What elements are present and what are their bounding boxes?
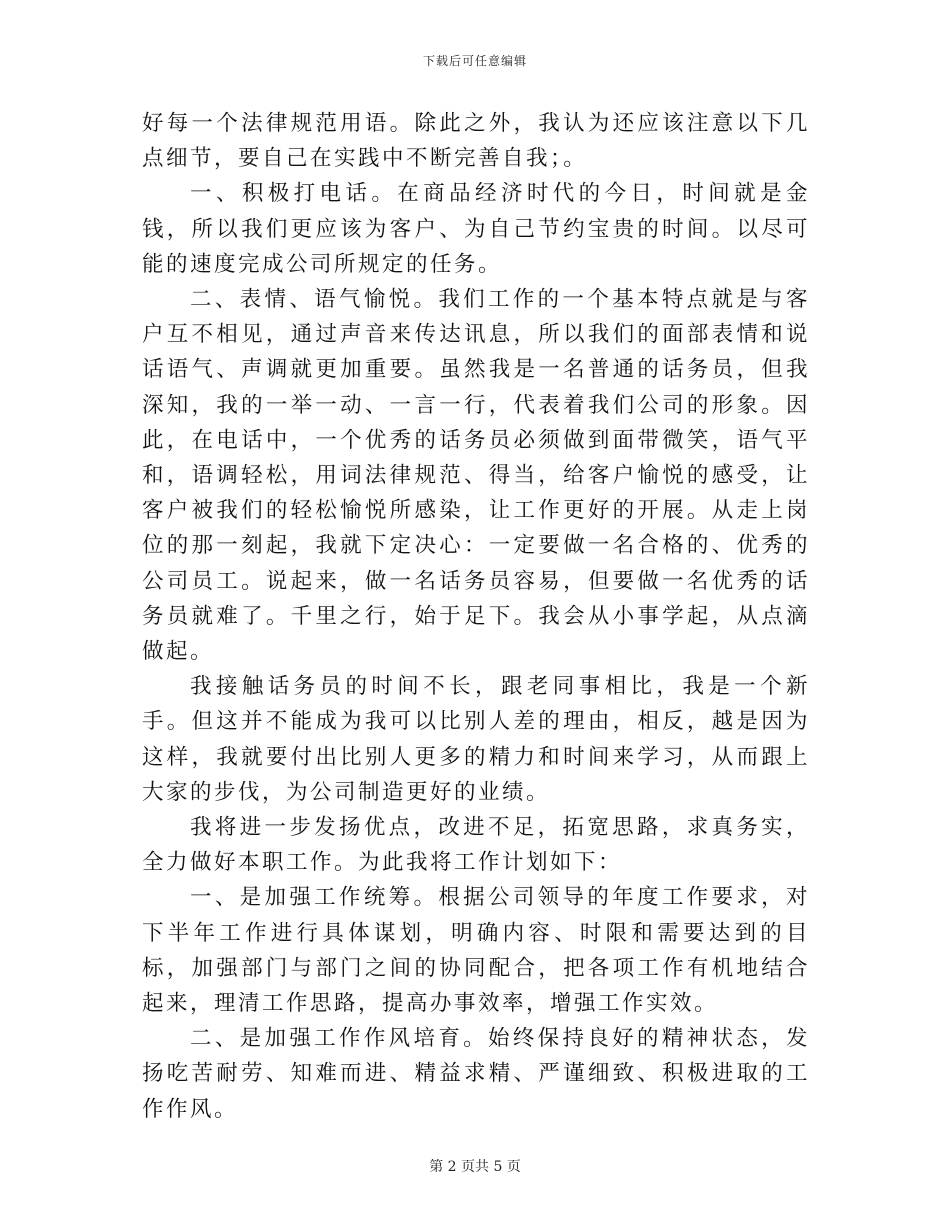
paragraph-pleasant-tone: 二、表情、语气愉悦。我们工作的一个基本特点就是与客户互不相见，通过声音来传达讯息，所以我们的面部表情和说话语气、声调就更加重要。虽然我是一名普通的话务员，但我深知，我的一举一动、一言一行，代表着我们公司的形象。因此，在电话中，一个优秀的话务员必须做到面带微笑，语气平和，语调轻松，用词法律规范、得当，给客户愉悦的感受，让客户被我们的轻松愉悦所感染，让工作更好的开展。从走上岗位的那一刻起，我就下定决心：一定要做一名合格的、优秀的公司员工。说起来，做一名话务员容易，但要做一名优秀的话务员就难了。千里之行，始于足下。我会从小事学起，从点滴做起。 [142, 287, 810, 665]
page-header: 下载后可任意编辑 [422, 54, 527, 68]
paragraph-new-to-job: 我接触话务员的时间不长，跟老同事相比，我是一个新手。但这并不能成为我可以比别人差的理由，相反，越是因为这样，我就要付出比别人更多的精力和时间来学习，从而跟上大家的步伐，为公司制造更好的业绩。 [142, 674, 810, 805]
paragraph-continuation: 好每一个法律规范用语。除此之外，我认为还应该注意以下几点细节，要自己在实践中不断完善自我；。 [142, 111, 810, 172]
document-body [142, 106, 810, 1127]
paragraph-plan-coordination: 一、是加强工作统筹。根据公司领导的年度工作要求，对下半年工作进行具体谋划，明确内容、时限和需要达到的目标，加强部门与部门之间的协同配合，把各项工作有机地结合起来，理清工作思路，提高办事效率，增强工作实效。 [142, 885, 810, 1017]
page-number: 第 2 页共 5 页 [429, 1159, 521, 1175]
paragraph-plan-work-style: 二、是加强工作作风培育。始终保持良好的精神状态，发扬吃苦耐劳、知难而进、精益求精、严谨细致、积极进取的工作作风。 [142, 1026, 810, 1122]
paragraph-call-actively: 一、积极打电话。在商品经济时代的今日，时间就是金钱，所以我们更应该为客户、为自己节约宝贵的时间。以尽可能的速度完成公司所规定的任务。 [142, 181, 810, 277]
paragraph-work-plan-intro: 我将进一步发扬优点，改进不足，拓宽思路，求真务实，全力做好本职工作。为此我将工作计划如下： [142, 815, 810, 876]
